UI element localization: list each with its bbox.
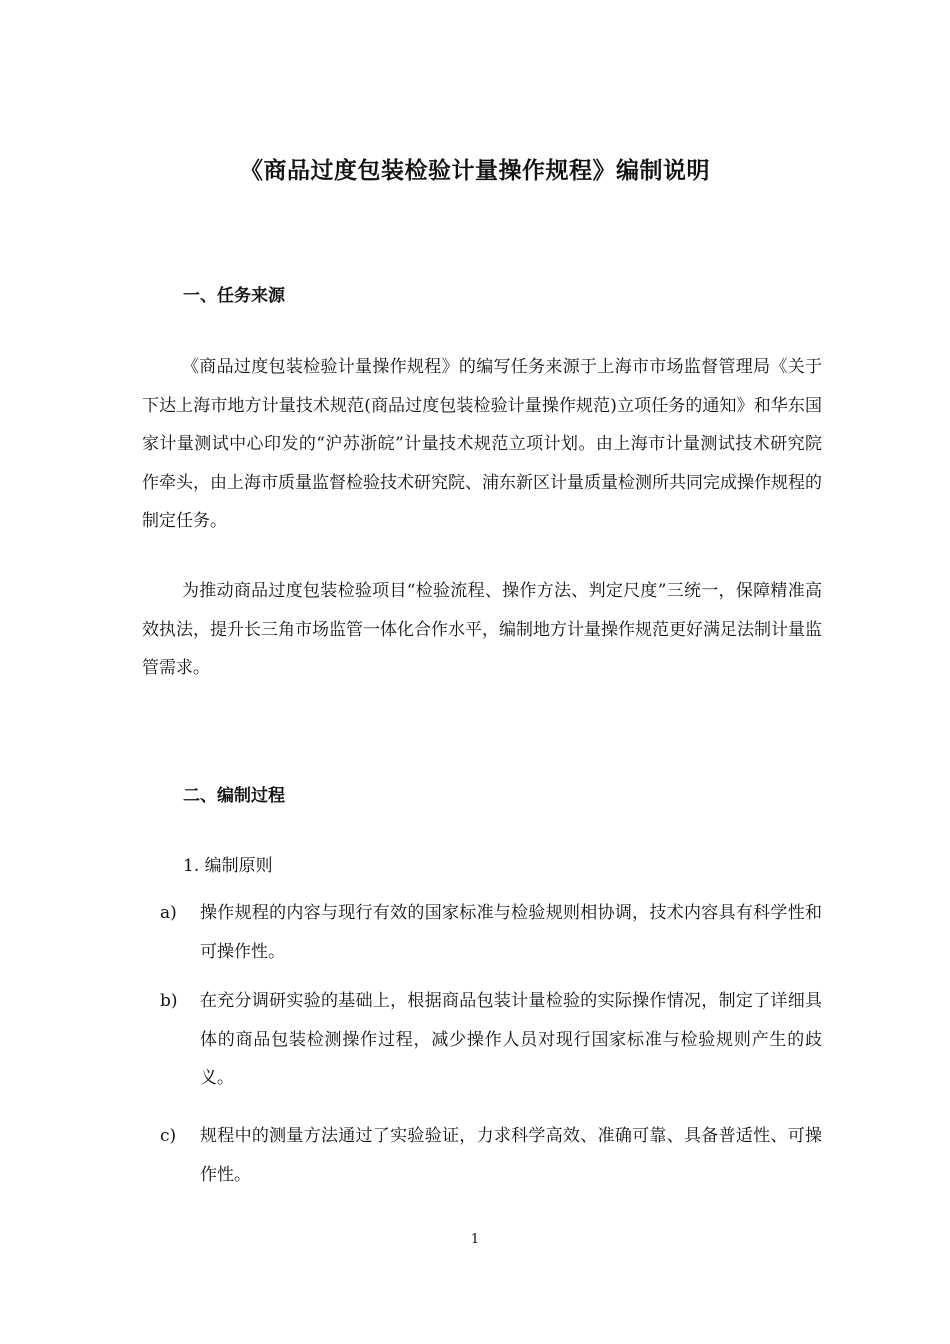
page-number: 1	[470, 1232, 480, 1247]
section-heading-process: 二、编制过程	[183, 786, 285, 806]
subheading-principles: 1. 编制原则	[183, 856, 273, 876]
paragraph-task-source: 《商品过度包装检验计量操作规程》的编写任务来源于上海市市场监督管理局《关于下达上海市地方计量技术规范(商品过度包装检验计量操作规范)立项任务的通知》和华东国家计量测试中心印发的“沪苏浙皖”计量技术规范立项计划。由上海市计量测试技术研究院作牵头，由上海市质量监督检验技术研究院、浦东新区计量质量检测所共同完成操作规程的制定任务。	[142, 357, 822, 532]
list-item	[160, 1117, 822, 1194]
list-marker: c)	[160, 1126, 177, 1146]
list-item-text: 规程中的测量方法通过了实验验证，力求科学高效、准确可靠、具备普适性、可操作性。	[200, 1126, 822, 1185]
list-item-text: 操作规程的内容与现行有效的国家标准与检验规则相协调，技术内容具有科学性和可操作性。	[200, 903, 822, 962]
document-title: 《商品过度包装检验计量操作规程》编制说明	[240, 158, 710, 184]
list-marker: b)	[160, 991, 178, 1011]
list-item-text: 在充分调研实验的基础上，根据商品包装计量检验的实际操作情况，制定了详细具体的商品包装检测操作过程，减少操作人员对现行国家标准与检验规则产生的歧义。	[200, 991, 822, 1089]
section-heading-task-source: 一、任务来源	[183, 286, 285, 306]
list-item	[160, 894, 822, 971]
list-marker: a)	[160, 903, 177, 923]
list-item	[160, 982, 822, 1098]
paragraph-purpose: 为推动商品过度包装检验项目“检验流程、操作方法、判定尺度”三统一，保障精准高效执法，提升长三角市场监管一体化合作水平，编制地方计量操作规范更好满足法制计量监管需求。	[142, 581, 822, 679]
